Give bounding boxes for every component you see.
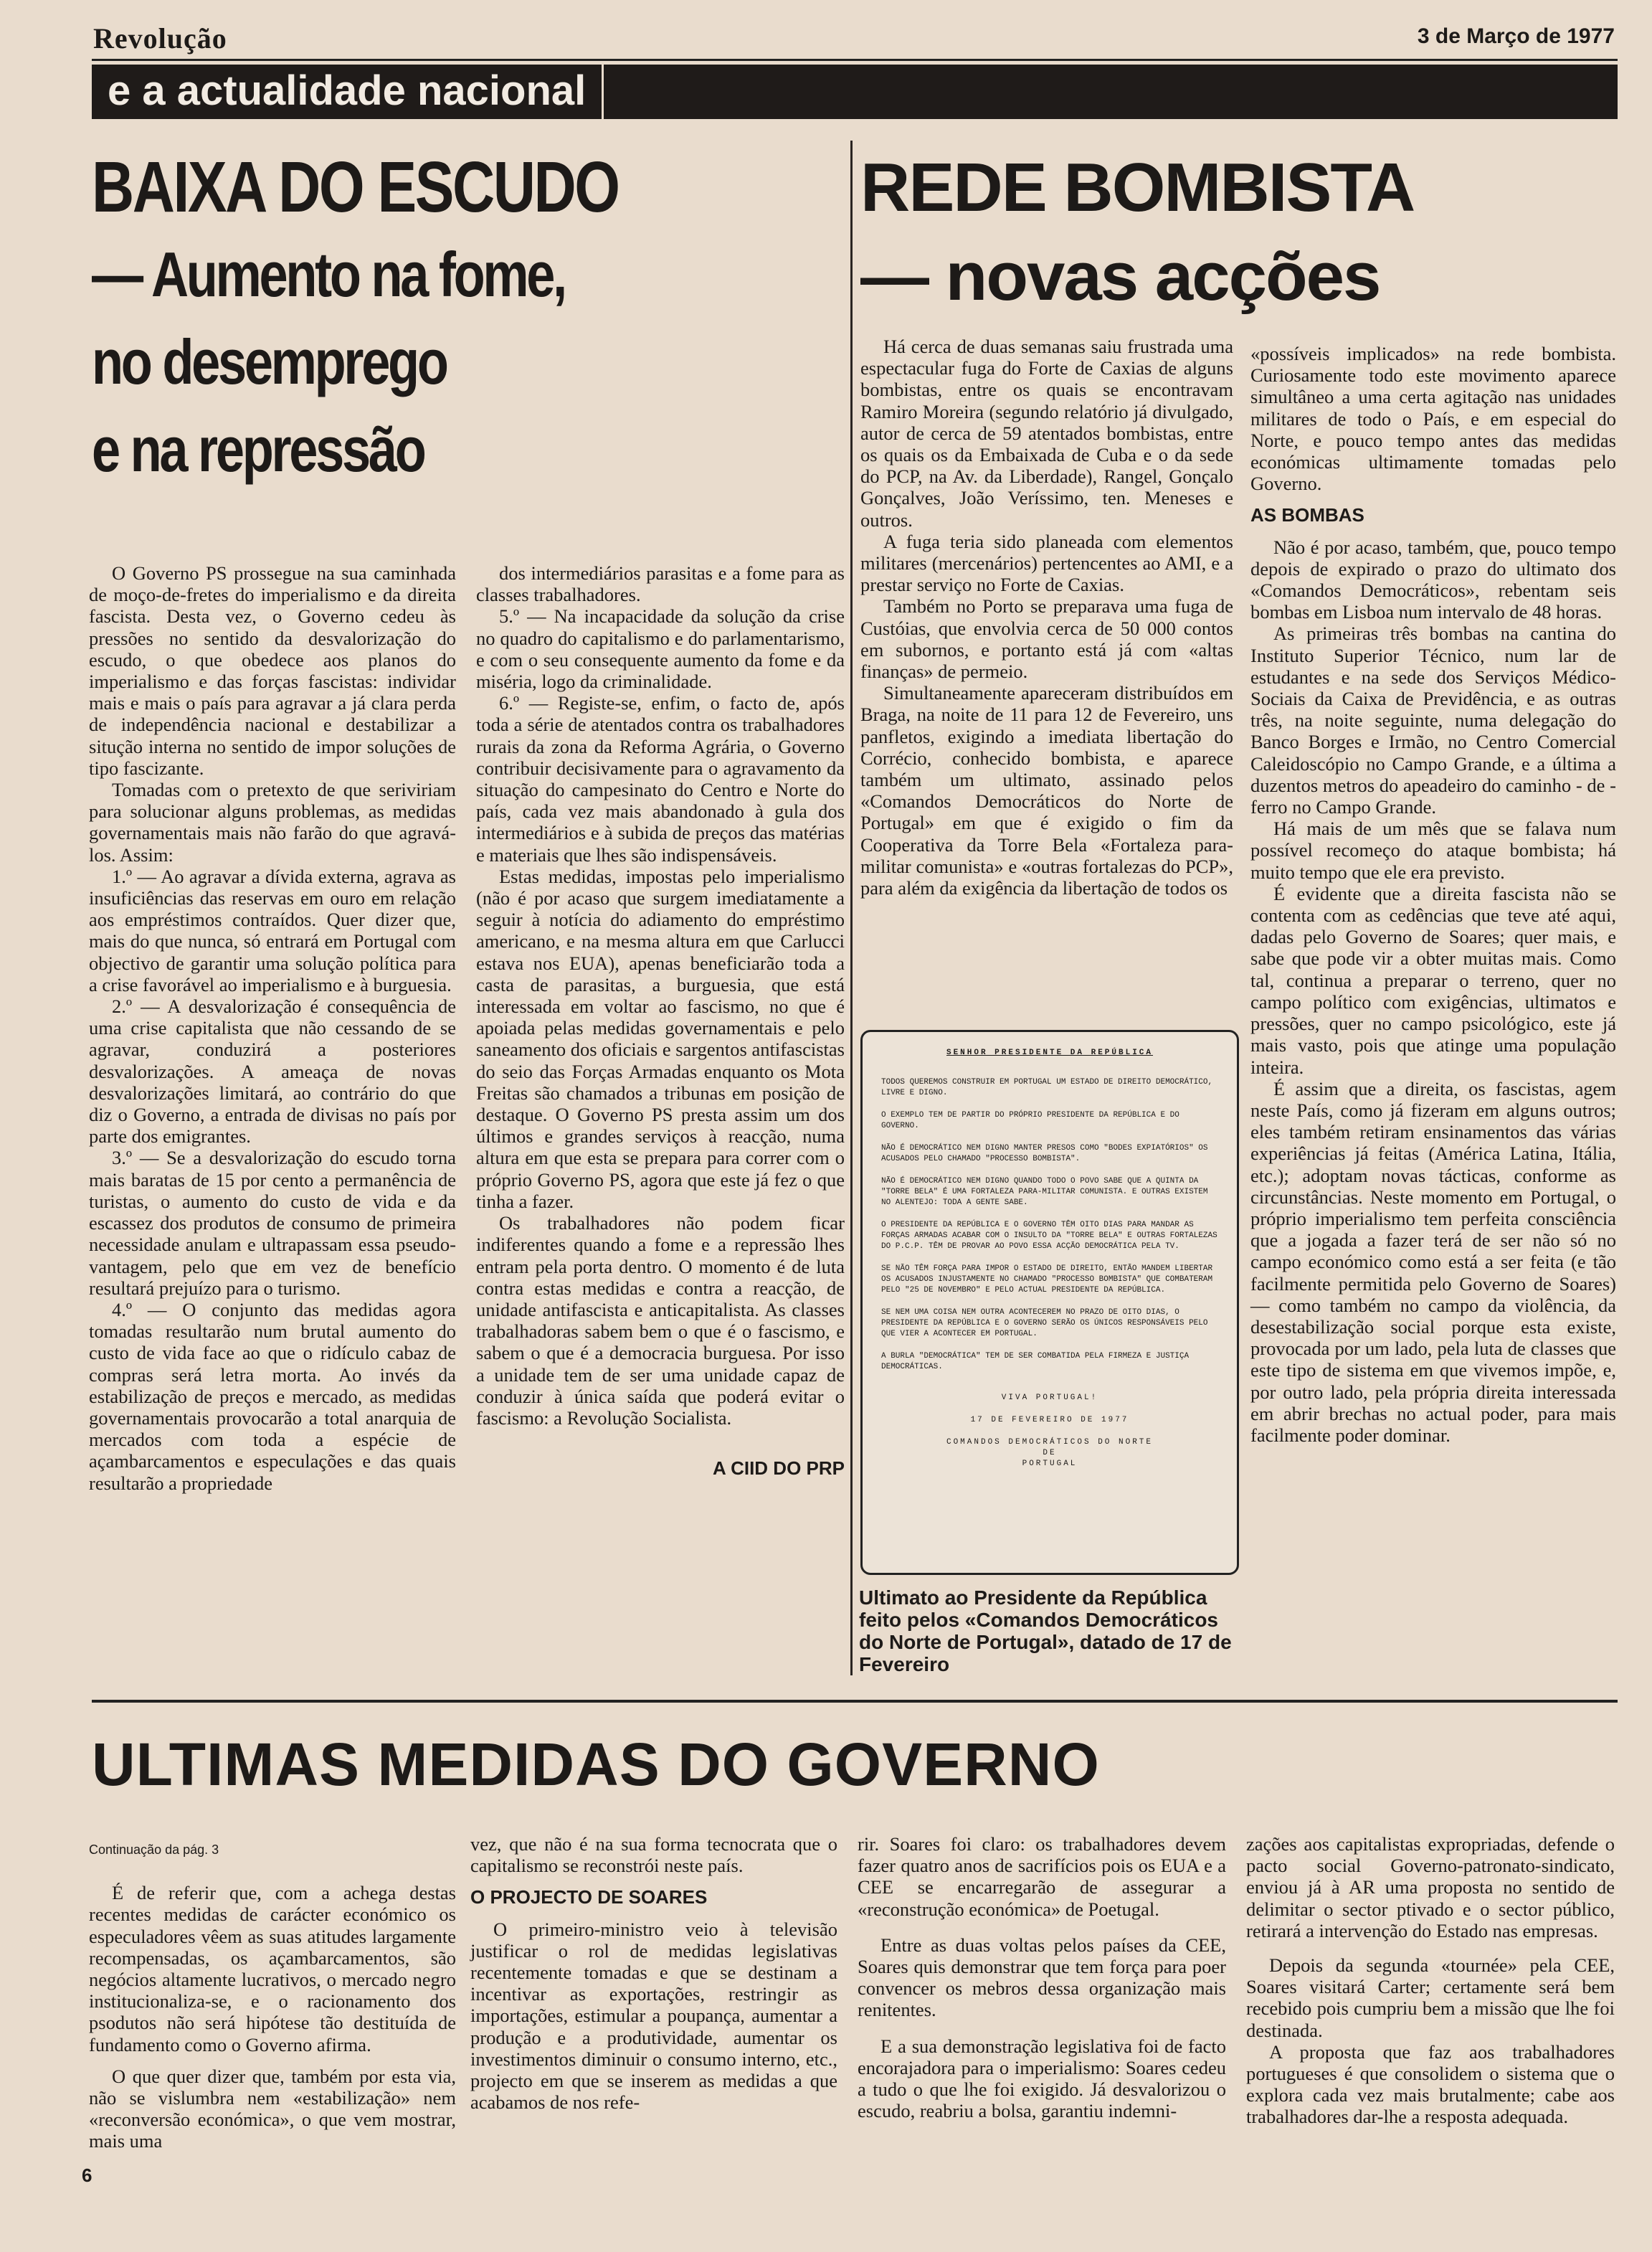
paragraph: As primeiras três bombas na cantina do Instituto Superior Técnico, num lar de estudantes e na sede dos Serviços Médico-Sociais da Caixa de Previdência, e as outras três, na noite seguinte, numa delegação do Banco Borges e Irmão, no Centro Comercial Caleidoscópio no Campo Grande, e a última a duzentos metros do apeadeiro do caminho - de - ferro no Campo Grande.: [1250, 623, 1616, 818]
document-paragraph: A BURLA "DEMOCRÁTICA" TEM DE SER COMBATIDA PELA FIRMEZA E JUSTIÇA DEMOCRÁTICAS.: [881, 1352, 1190, 1371]
paragraph: 3.º — Se a desvalorização do escudo torna mais baratas de 15 por cento a permanência de turistas, o aumento do custo de vida e da escassez dos produtos de consumo de primeira necessidade anulam e ultrapassam essa pseudo-vantagem, pelo que em vez de benefício resultará prejuízo para o turismo.: [89, 1147, 456, 1299]
paragraph: Há mais de um mês que se falava num possível recomeço do ataque bombista; há muito tempo que ele era previsto.: [1250, 818, 1616, 883]
paragraph: É assim que a direita, os fascistas, agem neste País, como já fizeram em alguns outros; eles também retiram ensinamentos das várias experiências já feitas (América Latina, Itália, etc.); adoptam novas tácticas, conforme as circunstâncias. Neste momento em Portugal, o próprio imperialismo tem perfeita consciência que a jogada a fazer terá de ser não só no campo económico como está a ser feita (e tão facilmente permitida pelo Governo de Soares) — como também no campo da violência, da desestabilização social porque esta existe, provocada por um lado, pela luta de classes que este tipo de sistema em que vivemos impõe, e, por outro lado, pela própria direita interessada em abrir brechas no actual poder, para mais facilmente poder dominar.: [1250, 1077, 1616, 1446]
document-signatory: PORTUGAL: [1022, 1459, 1078, 1468]
article1-headline: [92, 143, 680, 493]
paragraph: O primeiro-ministro veio à televisão justificar o rol de medidas legislativas recentemente tomadas e que se destinam a incentivar as exportações, restringir as importações, estimular a poupança, aumentar a produção e a produtividade, aumentar os investimentos diminuir o consumo interno, etc., projecto em que se inserem as medidas a que acabamos de nos refe-: [470, 1918, 837, 2114]
document-date: 17 DE FEVEREIRO DE 1977: [970, 1416, 1129, 1424]
article2-subhead: AS BOMBAS: [1250, 504, 1364, 526]
paragraph: O que quer dizer que, também por esta via, não se vislumbra nem «estabilização» nem «reconversão económica», o que vem mostrar, mais uma: [89, 2065, 456, 2152]
paragraph: É evidente que a direita fascista não se contenta com as cedências que teve até aqui, dadas pelo Governo de Soares; quer mais, e sabe que pode vir a obter muitas mais. Como tal, continua a preparar o terreno, quer no campo político com exigências, ultimatos e pressões, quer no campo psicológico, este já mais vasto, pois que atinge uma população inteira.: [1250, 882, 1616, 1078]
paragraph: dos intermediários parasitas e a fome para as classes trabalhadores.: [476, 562, 845, 606]
headline-line: BAIXA DO ESCUDO: [92, 147, 619, 227]
column-divider: [850, 141, 853, 1675]
document-signatory: COMANDOS DEMOCRÁTICOS DO NORTE: [946, 1438, 1154, 1447]
continuation-note: Continuação da pág. 3: [89, 1842, 219, 1857]
article1-column-2: [476, 562, 845, 1479]
document-title: SENHOR PRESIDENTE DA REPÚBLICA: [946, 1049, 1154, 1057]
article2-headline: [860, 143, 1649, 321]
masthead: Revolução: [93, 22, 227, 55]
document-paragraph: NÃO É DEMOCRÁTICO NEM DIGNO MANTER PRESOS COMO "BODES EXPIATÓRIOS" OS ACUSADOS PELO CHAMADO "PROCESSO BOMBISTA".: [881, 1144, 1208, 1163]
headline-line: — Aumento na fome,: [92, 239, 565, 310]
paragraph: zações aos capitalistas expropriadas, defende o pacto social Governo-patronato-sindicato, enviou já à AR uma proposta no sentido de delimitar o sector ptivado e o sector público, retirará a intervenção do Estado nas empresas.: [1246, 1833, 1615, 1941]
paragraph: É de referir que, com a achega destas recentes medidas de carácter económico os especuladores vêem as suas atitudes largamente recompensadas, os açambarcamentos, são negócios altamente lucrativos, o mercado negro institucionaliza-se, e o racionamento dos psodutos não será hipótese tão destituída de fundamento como o Governo afirma.: [89, 1882, 456, 2055]
paragraph: Também no Porto se preparava uma fuga de Custóias, que envolvia cerca de 50 000 contos em subornos, e portanto está já com «altas finanças» de permeio.: [860, 595, 1233, 683]
document-paragraph: NÃO É DEMOCRÁTICO NEM DIGNO QUANDO TODO O POVO SABE QUE A QUINTA DA "TORRE BELA" É UMA FORTALEZA PARA-MILITAR COMUNISTA. E OUTRAS EXISTEM NO ALENTEJO: TODA A GENTE SABE.: [881, 1177, 1208, 1207]
document-closing: VIVA PORTUGAL!: [1001, 1394, 1098, 1402]
paragraph: rir. Soares foi claro: os trabalhadores devem fazer quatro anos de sacrifícios pois os EUA e a CEE se encarregarão de assegurar a «reconstrução económica» de Poetugal.: [858, 1833, 1226, 1920]
article2-column-2: [1250, 343, 1616, 1446]
paragraph: 4.º — O conjunto das medidas agora tomadas resultarão num brutal aumento do custo de vida face ao que o ridículo cabaz de compras será letra morta. Ao invés da estabilização de preços e mercado, as medidas governamentais provocarão a total anarquia de mercados com toda a espécie de açambarcamentos e especulações e das quais resultarão a propriedade: [89, 1298, 456, 1494]
paragraph: Há cerca de duas semanas saiu frustrada uma espectacular fuga do Forte de Caxias de alguns bombistas, entre os quais se encontravam Ramiro Moreira (segundo relatório já divulgado, autor de cerca de 59 atentados bombistas, entre os quais os da Embaixada de Cuba e o da sede do PCP, na Av. da Liberdade), Rangel, Gonçalo Gonçalves, João Veríssimo, ten. Meneses e outros.: [860, 336, 1233, 531]
issue-date: 3 de Março de 1977: [1417, 24, 1615, 48]
headline-line: REDE BOMBISTA: [860, 149, 1415, 226]
article3-column-2: [470, 1833, 837, 2113]
document-caption: Ultimato ao Presidente da República feito pelos «Comandos Democráticos do Norte de Portugal», datado de 17 de Fevereiro: [859, 1586, 1232, 1675]
paragraph: E a sua demonstração legislativa foi de facto encorajadora para o imperialismo: Soares cedeu a tudo o que lhe foi exigido. Já desvalorizou o escudo, reabriu a bolsa, garantiu indemni-: [858, 2035, 1226, 2122]
article2-column-1: [860, 336, 1233, 899]
paragraph: 5.º — Na incapacidade da solução da crise no quadro do capitalismo e do parlamentarismo, e com o seu consequente aumento da fome e da miséria, logo da criminalidade.: [476, 605, 845, 693]
article3-subhead: O PROJECTO DE SOARES: [470, 1886, 708, 1908]
paragraph: «possíveis implicados» na rede bombista. Curiosamente todo este movimento aparece simultâneo a uma certa agitação nas unidades militares de todo o País, e em especial do Norte, e pouco tempo antes das medidas económicas ultimamente tomadas pelo Governo.: [1250, 343, 1616, 495]
paragraph: 6.º — Registe-se, enfim, o facto de, após toda a série de atentados contra os trabalhadores rurais da zona da Reforma Agrária, o Governo contribuir decisivamente para o agravamento da situação do campesinato do Centro e Norte do país, cada vez mais abandonado à gula dos intermediários e à subida de preços das matérias e materiais que lhes são indispensáveis.: [476, 692, 845, 866]
article1-signature: A CIID DO PRP: [713, 1457, 845, 1480]
paragraph: Estas medidas, impostas pelo imperialismo (não é por acaso que surgem imediatamente a seguir à notícia do adiamento do empréstimo americano, e na mesma altura em que Carlucci estava nos EUA), apenas beneficiarão toda a casta de parasitas, a burguesia, que está interessada em voltar ao fascismo, no que é apoiada pelas medidas governamentais e pelo saneamento dos oficiais e sargentos antifascistas do seio das Forças Armadas enquanto os Mota Freitas são chamados a tribunas em posição de destaque. O Governo PS presta assim um dos últimos e grandes serviços à reacção, numa altura em que esta se prepara para correr com o próprio Governo PS, agora que este já fez o que tinha a fazer.: [476, 865, 845, 1212]
section-banner: [92, 65, 1618, 119]
paragraph: 2.º — A desvalorização é consequência de uma crise capitalista que não cessando de se agravar, conduzirá a posteriores desvalorizações. A ameaça de novas desvalorizações limitará, ao contrário do que diz o Governo, a entrada de divisas no país por parte dos emigrantes.: [89, 995, 456, 1148]
section-rule: [92, 1700, 1618, 1703]
document-paragraph: TODOS QUEREMOS CONSTRUIR EM PORTUGAL UM ESTADO DE DIREITO DEMOCRÁTICO, LIVRE E DIGNO.: [881, 1078, 1213, 1097]
article3-column-1: [89, 1839, 456, 2152]
paragraph: Entre as duas voltas pelos países da CEE, Soares quis demonstrar que tem força para poer convencer os mebros dessa organização mais renitentes.: [858, 1934, 1226, 2021]
document-paragraph: O EXEMPLO TEM DE PARTIR DO PRÓPRIO PRESIDENTE DA REPÚBLICA E DO GOVERNO.: [881, 1111, 1179, 1130]
document-paragraph: O PRESIDENTE DA REPÚBLICA E O GOVERNO TÊM OITO DIAS PARA MANDAR AS FORÇAS ARMADAS ACABAR COM O INSULTO DA "TORRE BELA" E OUTRAS FORTALEZAS DO P.C.P. TÊM DE PROVAR AO POVO ESSA ACÇÃO DEMOCRÁTICA PELA TV.: [881, 1221, 1217, 1251]
top-rule: [92, 59, 1618, 61]
headline-line: — novas acções: [860, 238, 1380, 315]
paragraph: A proposta que faz aos trabalhadores portugueses é que consolidem o sistema que o explora cada vez mais brutalmente; cabe aos trabalhadores dar-lhe a resposta adequada.: [1246, 2040, 1615, 2128]
paragraph: 1.º — Ao agravar a dívida externa, agrava as insuficiências das reservas em ouro em relação aos empréstimos contraídos. Quer dizer que, mais do que nunca, só entrará em Portugal com objectivo de garantir uma solução política para a crise favorável ao imperialismo e à burguesia.: [89, 865, 456, 995]
article3-column-3: [858, 1833, 1226, 2121]
document-paragraph: SE NEM UMA COISA NEM OUTRA ACONTECEREM NO PRAZO DE OITO DIAS, O PRESIDENTE DA REPÚBLICA E O GOVERNO SERÃO OS ÚNICOS RESPONSÁVEIS PELO QUE VIER A ACONTECER EM PORTUGAL.: [881, 1308, 1208, 1338]
article1-column-1: [89, 562, 456, 1494]
ultimatum-document: [860, 1030, 1239, 1575]
document-paragraph: SE NÃO TÊM FORÇA PARA IMPOR O ESTADO DE DIREITO, ENTÃO MANDEM LIBERTAR OS ACUSADOS INJUSTAMENTE NO CHAMADO "PROCESSO BOMBISTA" QUE COMBATERAM PELO "25 DE NOVEMBRO" E PELO ACTUAL PRESIDENTE DA REPÚBLICA.: [881, 1264, 1213, 1295]
article3-headline: ULTIMAS MEDIDAS DO GOVERNO: [92, 1731, 1100, 1798]
document-signatory: DE: [1043, 1449, 1057, 1457]
headline-line: e na repressão: [92, 414, 424, 485]
paragraph: Simultaneamente apareceram distribuídos em Braga, na noite de 11 para 12 de Fevereiro, uns panfletos, exigindo a imediata libertação do Corrécio, conhecido bombista, e aparece também um ultimato, assinado pelos «Comandos Democráticos do Norte de Portugal» em que é exigido o fim da Cooperativa da Torre Bela «Fortaleza para-militar comunista» e «outras fortalezas do PCP», para além da exigência da libertação de todos os: [860, 682, 1233, 899]
paragraph: Tomadas com o pretexto de que seriviriam para solucionar alguns problemas, as medidas governamentais mais não farão do que agravá-los. Assim:: [89, 779, 456, 866]
headline-line: no desemprego: [92, 326, 447, 397]
section-title: e a actualidade nacional: [92, 65, 604, 119]
page-number: 6: [82, 2165, 92, 2186]
paragraph: Depois da segunda «tournée» pela CEE, Soares visitará Carter; certamente será bem recebido pois cumpriu bem a missão que lhe foi destinada.: [1246, 1954, 1615, 2041]
article3-column-4: [1246, 1833, 1615, 2128]
paragraph: Os trabalhadores não podem ficar indiferentes quando a fome e a repressão lhes entram pela porta dentro. O momento é de luta contra estas medidas e contra a reacção, de unidade antifascista e anticapitalista. As classes trabalhadoras sabem bem o que é o fascismo, e sabem o que é a democracia burguesa. Por isso a unidade tem de ser uma unidade capaz de conduzir à única saída que poderá evitar o fascismo: a Revolução Socialista.: [476, 1212, 845, 1429]
paragraph: O Governo PS prossegue na sua caminhada de moço-de-fretes do imperialismo e da direita fascista. Desta vez, o Governo cedeu às pressões no sentido da desvalorização do escudo, o que obedece aos planos do imperialismo e das forças fascistas: individar mais e mais o país para agravar a já clara perda de independência nacional e destabilizar a situção interna no sentido de impor soluções de tipo fascizante.: [89, 562, 456, 779]
paragraph: vez, que não é na sua forma tecnocrata que o capitalismo se reconstrói neste país.: [470, 1833, 837, 1877]
paragraph: Não é por acaso, também, que, pouco tempo depois de expirado o prazo do ultimato dos «Comandos Democráticos», rebentam seis bombas em Lisboa num intervalo de 48 horas.: [1250, 536, 1616, 623]
paragraph: A fuga teria sido planeada com elementos militares (mercenários) pertencentes ao AMI, e a prestar serviço no Forte de Caxias.: [860, 530, 1233, 596]
